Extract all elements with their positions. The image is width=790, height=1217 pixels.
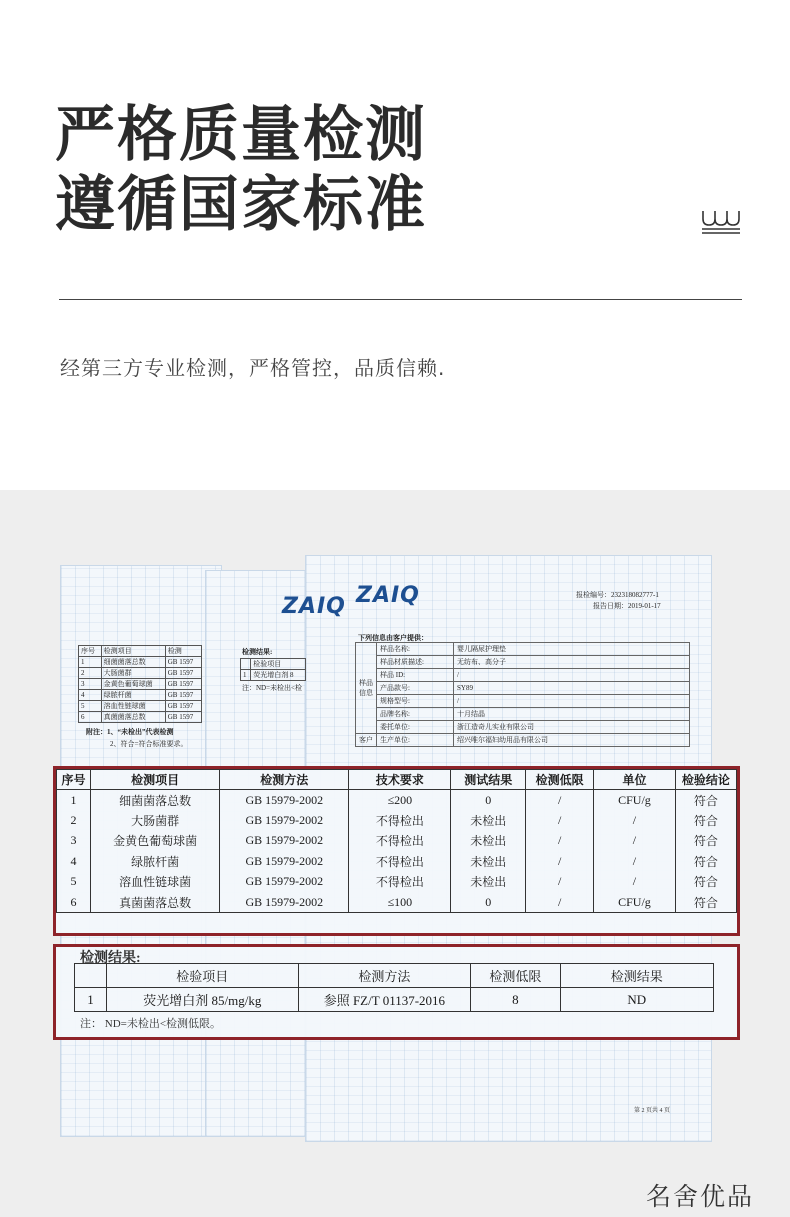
page-number: 第 2 页共 4 页 bbox=[634, 1108, 671, 1114]
table-cell: GB 1597 bbox=[165, 712, 201, 723]
table-header-cell: 序号 bbox=[79, 646, 102, 657]
table-row bbox=[356, 708, 690, 721]
table-cell: 1 bbox=[57, 790, 91, 811]
table-header-cell: 序号 bbox=[57, 770, 91, 790]
table-cell: 符合 bbox=[675, 810, 736, 830]
highlighted-result-section bbox=[53, 944, 740, 1040]
table-header-row bbox=[57, 770, 737, 790]
table-cell: GB 15979-2002 bbox=[220, 892, 349, 913]
zaiq-logo-back: ZAIQ bbox=[282, 594, 346, 619]
table-row bbox=[356, 643, 690, 656]
table-header-cell: 检验项目 bbox=[251, 659, 306, 670]
hero-divider bbox=[59, 299, 742, 300]
table-cell: 参照 FZ/T 01137-2016 bbox=[298, 988, 471, 1012]
table-cell: GB 1597 bbox=[165, 679, 201, 690]
table-row bbox=[356, 734, 690, 747]
table-row bbox=[356, 695, 690, 708]
table-cell: GB 1597 bbox=[165, 701, 201, 712]
headline-line-1: 严格质量检测 bbox=[55, 100, 427, 170]
table-row bbox=[356, 682, 690, 695]
client-info-title: 下列信息由客户提供： bbox=[358, 634, 428, 642]
table-cell: 符合 bbox=[675, 892, 736, 913]
table-cell: / bbox=[594, 831, 676, 851]
mid-result-table bbox=[240, 658, 306, 681]
table-cell: / bbox=[526, 892, 594, 913]
table-header-cell: 检测项目 bbox=[101, 646, 165, 657]
table-cell: / bbox=[594, 851, 676, 871]
table-header-row bbox=[75, 964, 714, 988]
info-value: 十月结晶 bbox=[454, 708, 690, 721]
report-number: 报检编号：232318082777-1 bbox=[576, 591, 659, 599]
table-cell: 符合 bbox=[675, 851, 736, 871]
wave-lines-icon bbox=[701, 205, 741, 235]
result-table bbox=[74, 963, 714, 1012]
table-cell: / bbox=[526, 872, 594, 892]
table-cell: ND bbox=[560, 988, 713, 1012]
table-cell: 大肠菌群 bbox=[91, 810, 220, 830]
hero-section bbox=[0, 0, 790, 490]
table-header-cell: 单位 bbox=[594, 770, 676, 790]
table-cell: ≤100 bbox=[349, 892, 451, 913]
table-cell: GB 1597 bbox=[165, 657, 201, 668]
table-cell: 细菌菌落总数 bbox=[91, 790, 220, 811]
info-label: 生产单位: bbox=[377, 734, 454, 747]
table-header-cell: 检测低限 bbox=[526, 770, 594, 790]
table-row bbox=[57, 892, 737, 913]
table-row bbox=[57, 790, 737, 811]
info-label: 品牌名称: bbox=[377, 708, 454, 721]
table-header-cell: 检测方法 bbox=[298, 964, 471, 988]
report-date: 报告日期：2019-01-17 bbox=[593, 602, 661, 610]
client-info-table bbox=[355, 642, 690, 747]
small-note-1: 附注：1、“未检出”代表检测 bbox=[86, 728, 174, 736]
table-cell: 不得检出 bbox=[349, 851, 451, 871]
table-cell: 3 bbox=[79, 679, 102, 690]
table-row bbox=[75, 988, 714, 1012]
table-cell: 溶血性链球菌 bbox=[91, 872, 220, 892]
small-note-2: 2、符合=符合标准要求。 bbox=[110, 740, 188, 748]
table-cell: / bbox=[594, 872, 676, 892]
info-value: 婴儿隔尿护理垫 bbox=[454, 643, 690, 656]
brand-watermark: 名舍优品 bbox=[646, 1182, 755, 1211]
table-cell: 荧光增白剂 85/mg/kg bbox=[106, 988, 298, 1012]
table-cell: CFU/g bbox=[594, 790, 676, 811]
table-row bbox=[57, 851, 737, 871]
table-cell: 4 bbox=[79, 690, 102, 701]
table-cell: 不得检出 bbox=[349, 872, 451, 892]
small-results-table bbox=[78, 645, 202, 723]
table-header-cell: 检测 bbox=[165, 646, 201, 657]
table-cell: GB 1597 bbox=[165, 690, 201, 701]
highlighted-test-table bbox=[53, 766, 740, 936]
headline bbox=[55, 100, 427, 240]
info-value: / bbox=[454, 695, 690, 708]
table-header-cell: 检验结论 bbox=[675, 770, 736, 790]
table-cell: 绿脓杆菌 bbox=[101, 690, 165, 701]
subtitle: 经第三方专业检测，严格管控，品质信赖. bbox=[60, 356, 446, 380]
info-value: SY89 bbox=[454, 682, 690, 695]
table-cell: / bbox=[526, 851, 594, 871]
table-cell: 1 bbox=[241, 670, 251, 681]
table-cell: 未检出 bbox=[451, 872, 526, 892]
table-cell: 细菌菌落总数 bbox=[101, 657, 165, 668]
table-cell: / bbox=[526, 810, 594, 830]
table-row bbox=[79, 679, 202, 690]
zaiq-logo-front: ZAIQ bbox=[356, 583, 420, 608]
table-cell: 6 bbox=[79, 712, 102, 723]
table-cell: 真菌菌落总数 bbox=[91, 892, 220, 913]
table-row bbox=[57, 872, 737, 892]
client-group-label: 客户 bbox=[356, 734, 377, 747]
table-cell: 金黄色葡萄球菌 bbox=[101, 679, 165, 690]
table-row bbox=[356, 669, 690, 682]
table-header-cell: 检测项目 bbox=[91, 770, 220, 790]
table-cell: CFU/g bbox=[594, 892, 676, 913]
table-row bbox=[241, 670, 306, 681]
info-label: 样品材质描述: bbox=[377, 656, 454, 669]
table-cell: 符合 bbox=[675, 831, 736, 851]
result-title: 检测结果: bbox=[80, 951, 141, 966]
mid-result-title: 检测结果: bbox=[242, 648, 273, 656]
table-row bbox=[79, 690, 202, 701]
table-row bbox=[356, 656, 690, 669]
table-cell: / bbox=[526, 831, 594, 851]
table-row bbox=[79, 657, 202, 668]
table-row bbox=[356, 721, 690, 734]
table-header-row bbox=[241, 659, 306, 670]
table-row bbox=[57, 831, 737, 851]
table-cell: 未检出 bbox=[451, 810, 526, 830]
table-cell: GB 15979-2002 bbox=[220, 810, 349, 830]
table-row bbox=[57, 810, 737, 830]
table-header-cell: 检验项目 bbox=[106, 964, 298, 988]
info-label: 产品款号: bbox=[377, 682, 454, 695]
table-cell: 5 bbox=[79, 701, 102, 712]
table-cell: 0 bbox=[451, 892, 526, 913]
table-cell: 0 bbox=[451, 790, 526, 811]
headline-line-2: 遵循国家标准 bbox=[55, 170, 427, 240]
info-value: / bbox=[454, 669, 690, 682]
table-header-cell: 测试结果 bbox=[451, 770, 526, 790]
table-cell: 未检出 bbox=[451, 851, 526, 871]
info-value: 无纺布、高分子 bbox=[454, 656, 690, 669]
table-cell: 绿脓杆菌 bbox=[91, 851, 220, 871]
table-cell: 真菌菌落总数 bbox=[101, 712, 165, 723]
info-value: 绍兴唯尔福妇幼用品有限公司 bbox=[454, 734, 690, 747]
table-cell: / bbox=[594, 810, 676, 830]
table-header-cell: 检测结果 bbox=[560, 964, 713, 988]
table-cell: 3 bbox=[57, 831, 91, 851]
table-cell: / bbox=[526, 790, 594, 811]
table-cell: GB 15979-2002 bbox=[220, 790, 349, 811]
table-cell: ≤200 bbox=[349, 790, 451, 811]
info-label: 样品 ID: bbox=[377, 669, 454, 682]
table-header-cell: 检测低限 bbox=[471, 964, 560, 988]
table-header-cell: 技术要求 bbox=[349, 770, 451, 790]
table-header-row bbox=[79, 646, 202, 657]
info-label: 样品名称: bbox=[377, 643, 454, 656]
table-cell: 不得检出 bbox=[349, 831, 451, 851]
table-cell: 金黄色葡萄球菌 bbox=[91, 831, 220, 851]
table-cell: GB 1597 bbox=[165, 668, 201, 679]
table-cell: GB 15979-2002 bbox=[220, 872, 349, 892]
test-results-table bbox=[56, 769, 737, 913]
info-label: 委托单位: bbox=[377, 721, 454, 734]
table-header-cell: 检测方法 bbox=[220, 770, 349, 790]
table-row bbox=[79, 712, 202, 723]
table-cell: 不得检出 bbox=[349, 810, 451, 830]
table-cell: 4 bbox=[57, 851, 91, 871]
table-row bbox=[79, 668, 202, 679]
table-cell: 溶血性链球菌 bbox=[101, 701, 165, 712]
result-note: 注： ND=未检出<检测低限。 bbox=[80, 1018, 222, 1030]
table-cell: 符合 bbox=[675, 872, 736, 892]
table-cell: 8 bbox=[471, 988, 560, 1012]
table-cell: 6 bbox=[57, 892, 91, 913]
table-cell: 大肠菌群 bbox=[101, 668, 165, 679]
table-cell: 符合 bbox=[675, 790, 736, 811]
table-cell: 未检出 bbox=[451, 831, 526, 851]
info-value: 浙江造奇儿实业有限公司 bbox=[454, 721, 690, 734]
table-cell: 1 bbox=[79, 657, 102, 668]
table-cell: 2 bbox=[57, 810, 91, 830]
table-cell: 5 bbox=[57, 872, 91, 892]
table-cell: 荧光增白剂 8 bbox=[251, 670, 306, 681]
mid-note: 注：ND=未检出<检 bbox=[242, 684, 303, 692]
table-cell: GB 15979-2002 bbox=[220, 831, 349, 851]
table-cell: 2 bbox=[79, 668, 102, 679]
sample-group-label: 样品信息 bbox=[356, 643, 377, 734]
table-cell: GB 15979-2002 bbox=[220, 851, 349, 871]
table-row bbox=[79, 701, 202, 712]
table-cell: 1 bbox=[75, 988, 107, 1012]
info-label: 规格型号: bbox=[377, 695, 454, 708]
